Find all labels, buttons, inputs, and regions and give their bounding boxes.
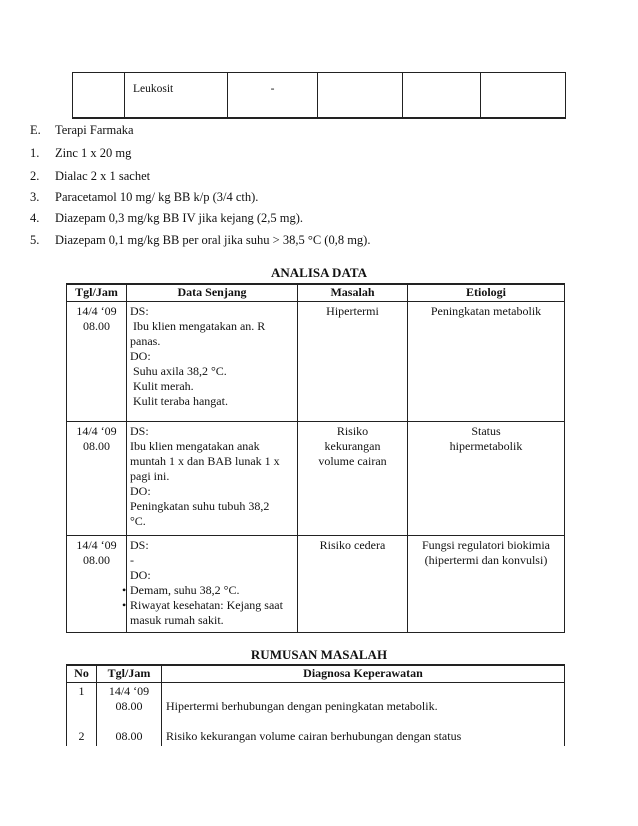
- empty-cell: [403, 73, 481, 119]
- lab-results-table: [72, 72, 566, 119]
- masalah-cell: Risiko kekurangan volume cairan: [298, 422, 408, 536]
- list-item: 4. Diazepam 0,3 mg/kg BB IV jika kejang (2,5 mg).: [30, 211, 303, 225]
- data-senjang-cell: DS: Ibu klien mengatakan an. R panas. DO: Suhu axila 38,2 °C. Kulit merah. Kulit teraba hangat.: [127, 302, 298, 422]
- col-header-no: No: [67, 665, 97, 683]
- row-time: 08.00: [115, 699, 143, 713]
- table-header-row: [67, 665, 565, 683]
- date-cell: 14/4 ‘09 08.00: [67, 536, 127, 633]
- col-header-diagnosa: Diagnosa Keperawatan: [162, 665, 565, 683]
- col-header-masalah: Masalah: [298, 284, 408, 302]
- row-date: 14/4 ‘09: [108, 684, 150, 698]
- list-item: 2. Dialac 2 x 1 sachet: [30, 169, 151, 183]
- date-cell: 14/4 ‘09 08.00: [67, 302, 127, 422]
- lab-label: Leukosit: [125, 73, 228, 119]
- col-header-data-senjang: Data Senjang: [127, 284, 298, 302]
- list-item: 1. Zinc 1 x 20 mg: [30, 146, 132, 160]
- etiologi-cell: Peningkatan metabolik: [408, 302, 565, 422]
- table-row: [67, 683, 565, 747]
- empty-cell: [318, 73, 403, 119]
- row-time: 08.00: [115, 729, 143, 743]
- lab-value: -: [228, 73, 318, 119]
- col-header-etiologi: Etiologi: [408, 284, 565, 302]
- empty-cell: [481, 73, 566, 119]
- table-row: [67, 422, 565, 536]
- row-number: 2: [78, 729, 85, 743]
- rumusan-title: RUMUSAN MASALAH: [250, 647, 388, 662]
- empty-cell: [73, 73, 125, 119]
- etiologi-cell: Fungsi regulatori biokimia (hipertermi dan konvulsi): [408, 536, 565, 633]
- masalah-cell: Hipertermi: [298, 302, 408, 422]
- masalah-cell: Risiko cedera: [298, 536, 408, 633]
- row-number: 1: [78, 684, 85, 698]
- analisa-title: ANALISA DATA: [271, 265, 367, 280]
- rumusan-masalah-table: [66, 664, 565, 746]
- diagnosa-text: Hipertermi berhubungan dengan peningkatan metabolik.: [166, 699, 438, 713]
- date-cell: 14/4 ‘09 08.00: [67, 422, 127, 536]
- diagnosa-text: Risiko kekurangan volume cairan berhubungan dengan status: [166, 729, 462, 743]
- col-header-tgl: Tgl/Jam: [67, 284, 127, 302]
- terapi-heading: E. Terapi Farmaka: [30, 123, 134, 137]
- analisa-data-table: [66, 283, 565, 633]
- do-bullet-list: [130, 583, 294, 628]
- table-header-row: [67, 284, 565, 302]
- data-senjang-cell: DS: - DO: • Demam, suhu 38,2 °C. • Riwayat kesehatan: Kejang saat masuk rumah sakit.: [127, 536, 298, 633]
- list-item: 3. Paracetamol 10 mg/ kg BB k/p (3/4 cth).: [30, 190, 259, 204]
- list-item: • Riwayat kesehatan: Kejang saat masuk rumah sakit.: [130, 598, 285, 628]
- list-item: • Demam, suhu 38,2 °C.: [130, 583, 294, 598]
- table-row: [67, 302, 565, 422]
- table-row: [73, 73, 566, 119]
- col-header-tgl: Tgl/Jam: [97, 665, 162, 683]
- list-item: 5. Diazepam 0,1 mg/kg BB per oral jika suhu > 38,5 °C (0,8 mg).: [30, 233, 371, 247]
- etiologi-cell: Status hipermetabolik: [408, 422, 565, 536]
- data-senjang-cell: DS: Ibu klien mengatakan anak muntah 1 x dan BAB lunak 1 x pagi ini. DO: Peningkatan suhu tubuh 38,2 °C.: [127, 422, 298, 536]
- table-row: [67, 536, 565, 633]
